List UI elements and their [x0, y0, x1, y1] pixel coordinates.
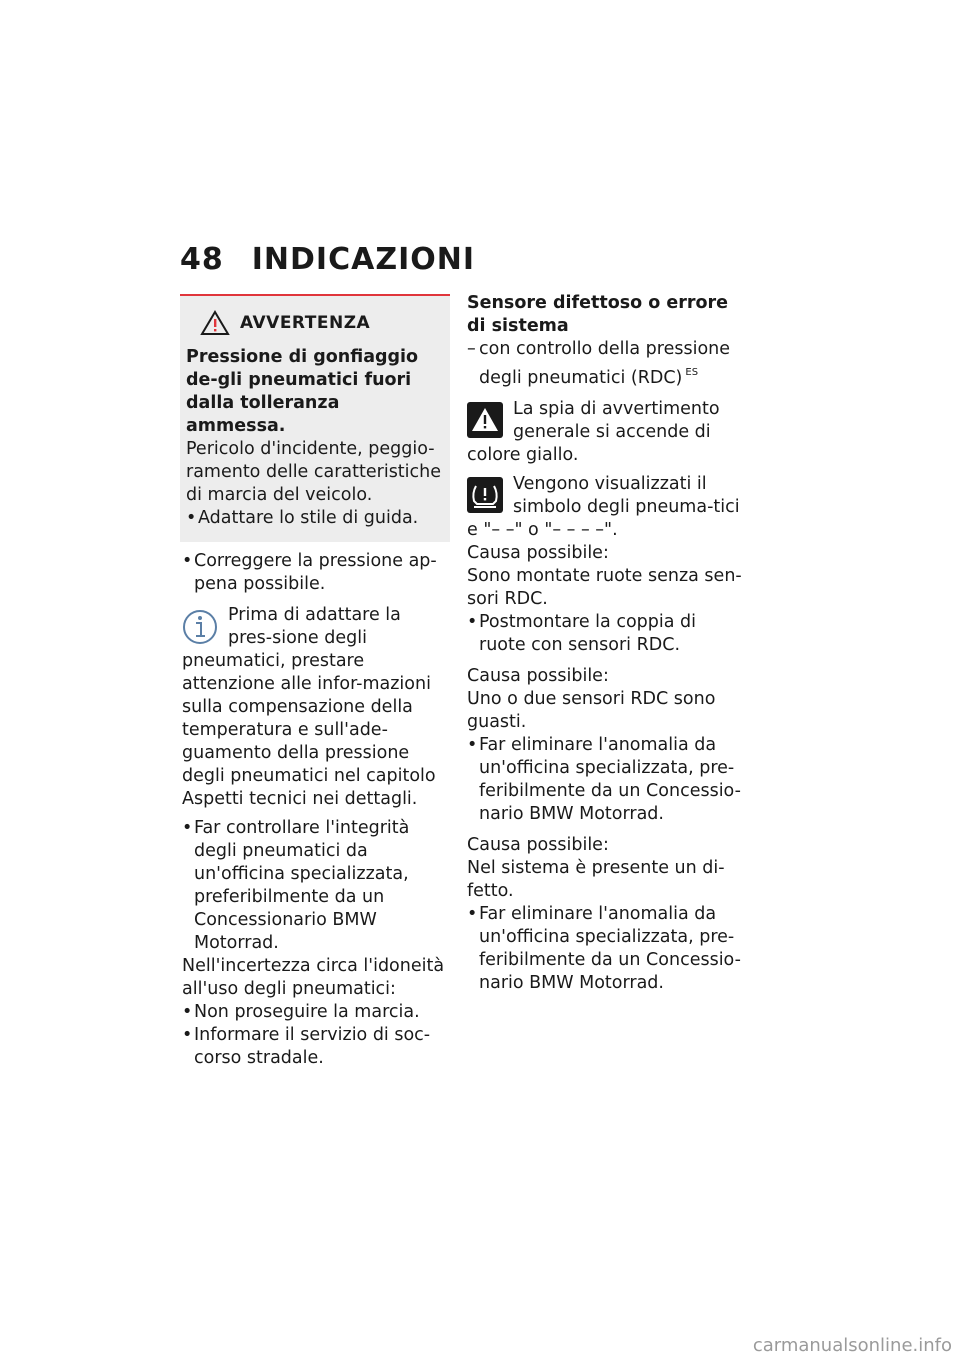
cause-text: Sono montate ruote senza sen-sori RDC. [467, 566, 742, 609]
warning-body: Pericolo d'incidente, peggio-ramento delle caratteristiche di marcia del veicolo. [186, 439, 442, 505]
warning-title-row [200, 310, 442, 336]
list-item: • Far eliminare l'anomalia da un'officina specializzata, pre-feribilmente da un Concessio-nario BMW Motorrad. [467, 735, 741, 824]
warning-box [180, 294, 450, 542]
cause-label: Causa possibile: [467, 543, 609, 563]
chapter-title: INDICAZIONI [251, 242, 476, 277]
warning-bullet: • Adattare lo stile di guida. [186, 508, 419, 528]
info-note [182, 604, 450, 811]
uncertainty-text: Nell'incertezza circa l'idoneità all'uso degli pneumatici: [182, 956, 445, 999]
list-item: • Correggere la pressione ap-pena possibile. [182, 551, 437, 594]
cause-text: Uno o due sensori RDC sono guasti. [467, 689, 716, 732]
tyre-pressure-icon [467, 477, 503, 513]
warning-light-text: La spia di avvertimento generale si accende di colore giallo. [467, 399, 720, 465]
page-header [180, 240, 780, 280]
list-item: • Non proseguire la marcia. [182, 1002, 420, 1022]
section-heading: Sensore difettoso o errore di sistema [467, 293, 729, 336]
warning-light-note [467, 398, 747, 467]
info-icon [182, 608, 218, 646]
info-text: Prima di adattare la pres-sione degli pneumatici, prestare attenzione alle infor-mazioni sulla compensazione della temperatura e sull'ade-guamento della pressione degli pneumatici nel capitolo Aspetti tecnici nei dettagli. [182, 605, 436, 809]
page-number: 48 [180, 242, 224, 277]
list-item: • Informare il servizio di soc-corso stradale. [182, 1025, 431, 1068]
right-column [467, 292, 747, 995]
dash-item: – con controllo della pressione degli pneumatici (RDC) $^{ES}$ [467, 339, 731, 388]
general-warning-light-icon [467, 402, 503, 438]
warning-title: AVVERTENZA [240, 312, 371, 333]
list-item: • Postmontare la coppia di ruote con sensori RDC. [467, 612, 696, 655]
watermark: carmanualsonline.info [752, 1335, 952, 1356]
tyre-symbol-note [467, 473, 747, 542]
left-column [182, 294, 450, 1070]
warning-bold-text: Pressione di gonfiaggio de-gli pneumatici fuori dalla tolleranza ammessa. [186, 347, 419, 436]
list-item: • Far controllare l'integrità degli pneumatici da un'officina specializzata, preferibilmente da un Concessionario BMW Motorrad. [182, 818, 410, 953]
tyre-symbol-text: Vengono visualizzati il simbolo degli pneuma-tici e "– –" o "– – – –". [467, 474, 740, 540]
cause-text: Nel sistema è presente un di-fetto. [467, 858, 725, 901]
cause-label: Causa possibile: [467, 835, 609, 855]
warning-triangle-icon [200, 310, 230, 336]
cause-label: Causa possibile: [467, 666, 609, 686]
list-item: • Far eliminare l'anomalia da un'officina specializzata, pre-feribilmente da un Concessio-nario BMW Motorrad. [467, 904, 741, 993]
equipment-superscript: ES [685, 367, 699, 378]
